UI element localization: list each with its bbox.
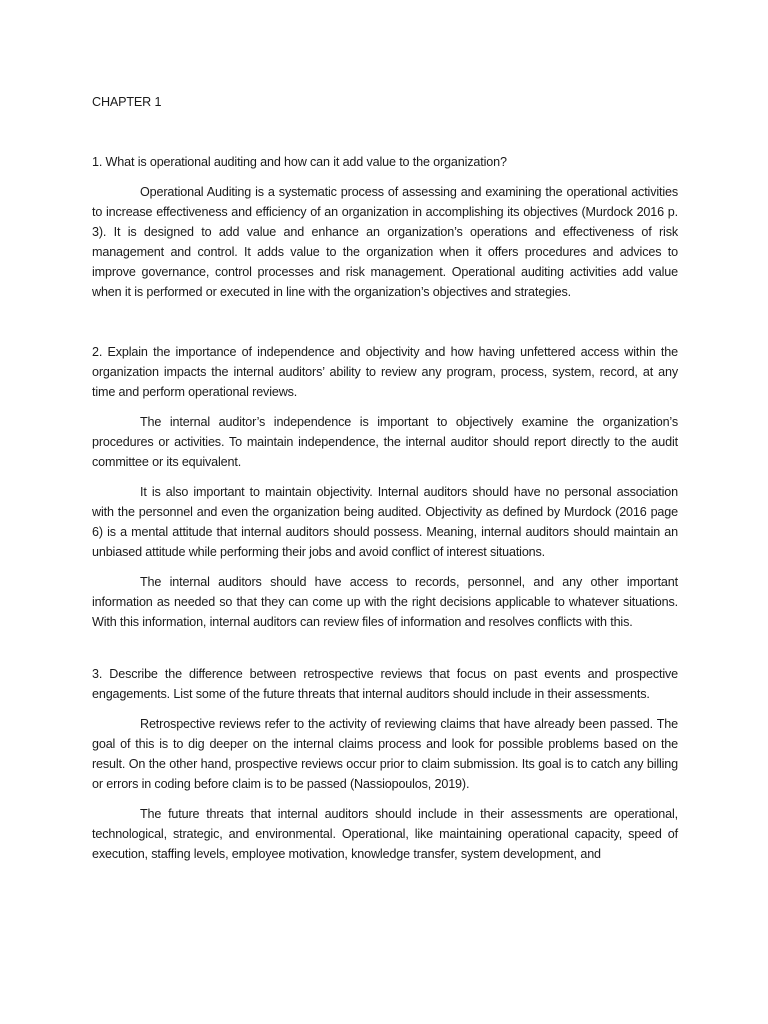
answer-2-paragraph-1: The internal auditor’s independence is important to objectively examine the organization’s procedures or activities. To maintain independence, the internal auditor should report directly to the audit committee or its equivalent. (92, 415, 678, 469)
answer-2-paragraph-3: The internal auditors should have access to records, personnel, and any other important information as needed so that they can come up with the right decisions applicable to whatever situations. With this information, internal auditors can review files of information and resolves conflicts with this. (92, 575, 678, 629)
answer-3-paragraph-1: Retrospective reviews refer to the activity of reviewing claims that have already been passed. The goal of this is to dig deeper on the internal claims process and look for possible problems based on the result. On the other hand, prospective reviews occur prior to claim submission. Its goal is to catch any billing or errors in coding before claim is to be passed (Nassiopoulos, 2019). (92, 717, 678, 791)
section-spacer (92, 642, 678, 664)
section-spacer (92, 312, 678, 342)
chapter-heading: CHAPTER 1 (92, 95, 162, 109)
answer-2-paragraph-2: It is also important to maintain objectivity. Internal auditors should have no personal association with the personnel and even the organization being audited. Objectivity as defined by Murdock (2016 page 6) is a mental attitude that internal auditors should possess. Meaning, internal auditors should maintain an unbiased attitude while performing their jobs and avoid conflict of interest situations. (92, 485, 678, 559)
question-1: 1. What is operational auditing and how can it add value to the organization? (92, 155, 507, 169)
answer-1-paragraph-1: Operational Auditing is a systematic process of assessing and examining the operational activities to increase effectiveness and efficiency of an organization in accomplishing its objectives (Murdock 2016 p. 3). It is designed to add value and enhance an organization’s operations and effectiveness of risk management and control. It adds value to the organization when it offers procedures and advices to improve governance, control processes and risk management. Operational auditing activities add value when it is performed or executed in line with the organization’s objectives and strategies. (92, 185, 678, 299)
answer-3-paragraph-2: The future threats that internal auditors should include in their assessments are operational, technological, strategic, and environmental. Operational, like maintaining operational capacity, speed of execution, staffing levels, employee motivation, knowledge transfer, system development, and (92, 807, 678, 861)
question-3: 3. Describe the difference between retrospective reviews that focus on past events and prospective engagements. List some of the future threats that internal auditors should include in their assessments. (92, 667, 678, 701)
document-body (92, 92, 678, 874)
question-2: 2. Explain the importance of independence and objectivity and how having unfettered access within the organization impacts the internal auditors’ ability to review any program, process, system, record, at any time and perform operational reviews. (92, 345, 678, 399)
